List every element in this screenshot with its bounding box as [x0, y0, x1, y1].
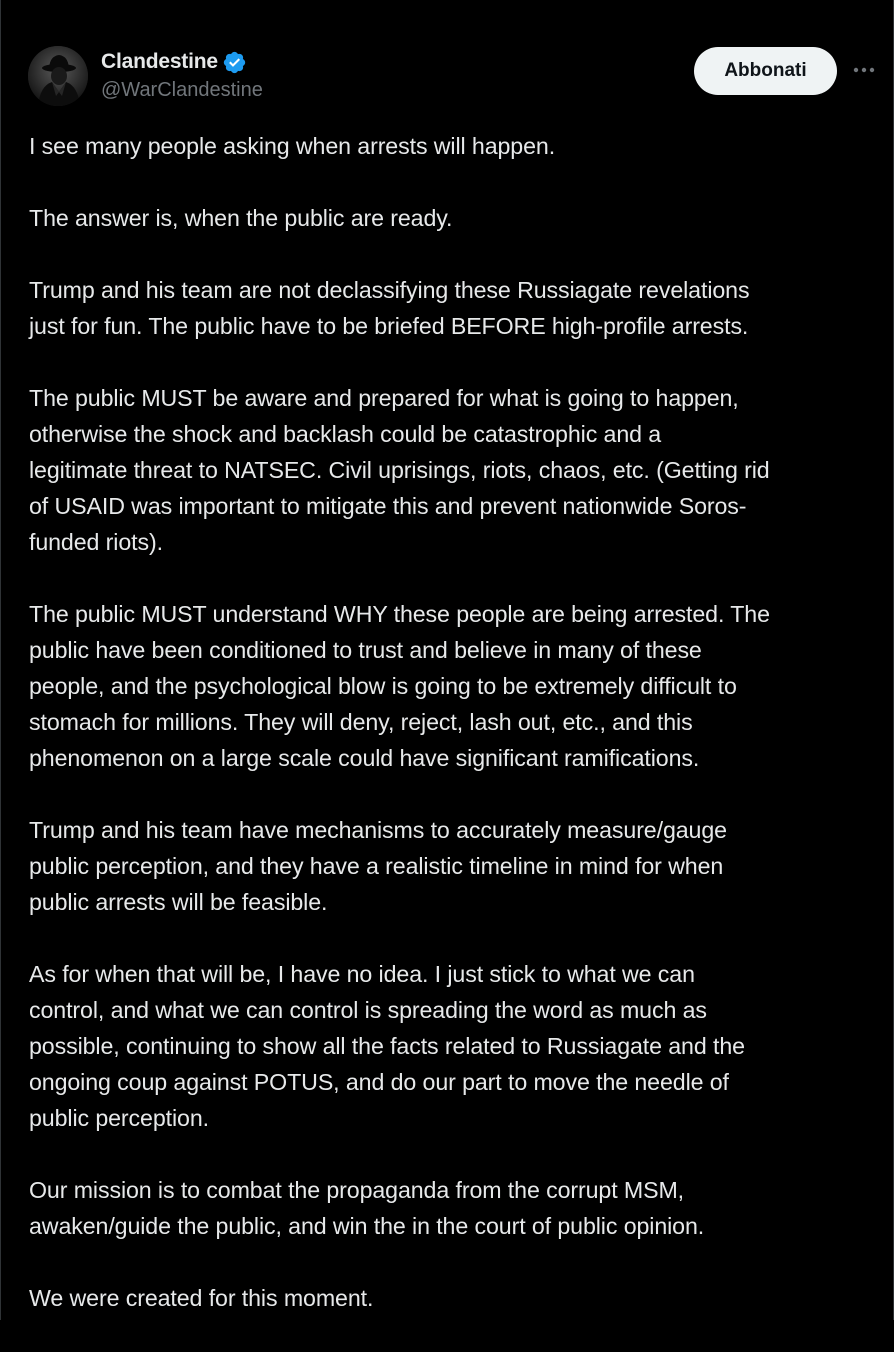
hooded-figure-avatar-icon: [28, 46, 88, 106]
tweet-paragraph: [29, 956, 867, 1136]
tweet-paragraph: [29, 128, 867, 164]
more-horizontal-icon[interactable]: [850, 56, 878, 84]
verified-badge-icon: [222, 50, 247, 75]
tweet-line: The public MUST be aware and prepared for what is going to happen,: [29, 385, 739, 411]
tweet-line: just for fun. The public have to be briefed BEFORE high-profile arrests.: [29, 313, 749, 339]
tweet-paragraph: [29, 812, 867, 920]
tweet-paragraph: [29, 1172, 867, 1244]
tweet-line: The answer is, when the public are ready.: [29, 205, 453, 231]
tweet-paragraph: [29, 1280, 867, 1316]
author-handle[interactable]: @WarClandestine: [101, 79, 263, 101]
tweet-line: stomach for millions. They will deny, reject, lash out, etc., and this: [29, 709, 693, 735]
follow-button[interactable]: Abbonati: [694, 47, 837, 95]
tweet-line: awaken/guide the public, and win the in the court of public opinion.: [29, 1213, 705, 1239]
tweet-line: possible, continuing to show all the facts related to Russiagate and the: [29, 1033, 745, 1059]
tweet-line: The public MUST understand WHY these people are being arrested. The: [29, 601, 770, 627]
tweet-line: phenomenon on a large scale could have significant ramifications.: [29, 745, 700, 771]
tweet-paragraph: [29, 200, 867, 236]
tweet-line: public perception.: [29, 1105, 209, 1131]
tweet-line: of USAID was important to mitigate this and prevent nationwide Soros-: [29, 493, 747, 519]
tweet-line: As for when that will be, I have no idea. I just stick to what we can: [29, 961, 695, 987]
tweet-line: control, and what we can control is spreading the word as much as: [29, 997, 707, 1023]
tweet-line: funded riots).: [29, 529, 163, 555]
tweet-paragraph: [29, 272, 867, 344]
tweet-line: I see many people asking when arrests will happen.: [29, 133, 556, 159]
tweet-line: public arrests will be feasible.: [29, 889, 328, 915]
tweet-line: people, and the psychological blow is going to be extremely difficult to: [29, 673, 737, 699]
tweet-line: public perception, and they have a realistic timeline in mind for when: [29, 853, 724, 879]
tweet-line: Trump and his team have mechanisms to accurately measure/gauge: [29, 817, 727, 843]
tweet-paragraph: [29, 596, 867, 776]
tweet-text: [29, 128, 867, 1352]
tweet-line: ongoing coup against POTUS, and do our part to move the needle of: [29, 1069, 729, 1095]
tweet-line: otherwise the shock and backlash could be catastrophic and a: [29, 421, 662, 447]
tweet-line: public have been conditioned to trust and believe in many of these: [29, 637, 702, 663]
tweet-line: Our mission is to combat the propaganda from the corrupt MSM,: [29, 1177, 685, 1203]
tweet-paragraph: [29, 380, 867, 560]
avatar[interactable]: [28, 46, 88, 106]
author-display-name[interactable]: Clandestine: [101, 50, 218, 73]
tweet-line: We were created for this moment.: [29, 1285, 374, 1311]
author-name-row[interactable]: [101, 49, 247, 75]
tweet-line: legitimate threat to NATSEC. Civil uprisings, riots, chaos, etc. (Getting rid: [29, 457, 770, 483]
tweet-line: Trump and his team are not declassifying these Russiagate revelations: [29, 277, 750, 303]
